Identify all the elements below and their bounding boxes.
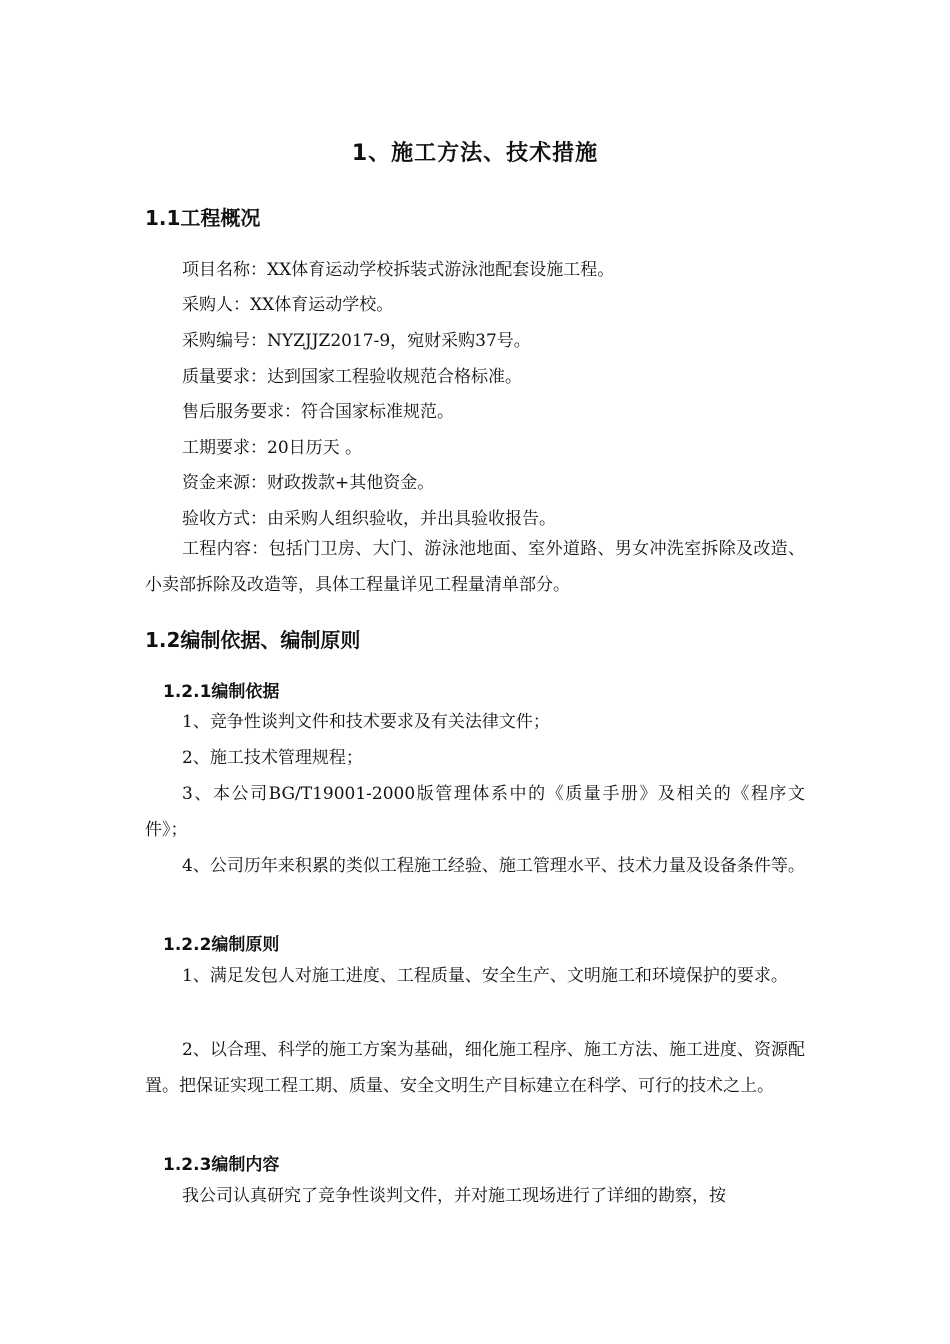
section-heading-1-1: 1.1工程概况 — [145, 206, 261, 230]
project-content-paragraph: 工程内容：包括门卫房、大门、游泳池地面、室外道路、男女冲洗室拆除及改造、小卖部拆除及改造等，具体工程量详见工程量清单部分。 — [145, 539, 805, 595]
content-paragraph: 我公司认真研究了竞争性谈判文件，并对施工现场进行了详细的勘察，按 — [182, 1186, 726, 1206]
basis-item-4: 4、公司历年来积累的类似工程施工经验、施工管理水平、技术力量及设备条件等。 — [182, 856, 805, 876]
funding-source-line: 资金来源：财政拨款+其他资金。 — [182, 473, 435, 493]
principle-item-1: 1、满足发包人对施工进度、工程质量、安全生产、文明施工和环境保护的要求。 — [182, 966, 788, 986]
basis-item-3: 3、本公司BG/T19001-2000版管理体系中的《质量手册》及相关的《程序文件》； — [145, 784, 805, 840]
project-name-line: 项目名称：XX体育运动学校拆装式游泳池配套设施工程。 — [182, 260, 615, 280]
basis-item-1: 1、竞争性谈判文件和技术要求及有关法律文件； — [182, 712, 550, 732]
section-heading-1-2: 1.2编制依据、编制原则 — [145, 628, 361, 652]
quality-requirement-line: 质量要求：达到国家工程验收规范合格标准。 — [182, 367, 522, 387]
subsection-heading-1-2-3: 1.2.3编制内容 — [163, 1155, 280, 1175]
procurement-number-line: 采购编号：NYZJJZ2017-9，宛财采购37号。 — [182, 331, 531, 351]
duration-line: 工期要求：20日历天 。 — [182, 438, 363, 458]
subsection-heading-1-2-2: 1.2.2编制原则 — [163, 935, 280, 955]
purchaser-line: 采购人：XX体育运动学校。 — [182, 295, 394, 315]
basis-item-2: 2、施工技术管理规程； — [182, 748, 363, 768]
principle-item-2: 2、以合理、科学的施工方案为基础，细化施工程序、施工方法、施工进度、资源配置。把保证实现工程工期、质量、安全文明生产目标建立在科学、可行的技术之上。 — [145, 1040, 805, 1096]
subsection-heading-1-2-1: 1.2.1编制依据 — [163, 682, 280, 702]
page-title: 1、施工方法、技术措施 — [351, 141, 599, 166]
after-sales-line: 售后服务要求：符合国家标准规范。 — [182, 402, 454, 422]
acceptance-method-line: 验收方式：由采购人组织验收，并出具验收报告。 — [182, 509, 556, 529]
